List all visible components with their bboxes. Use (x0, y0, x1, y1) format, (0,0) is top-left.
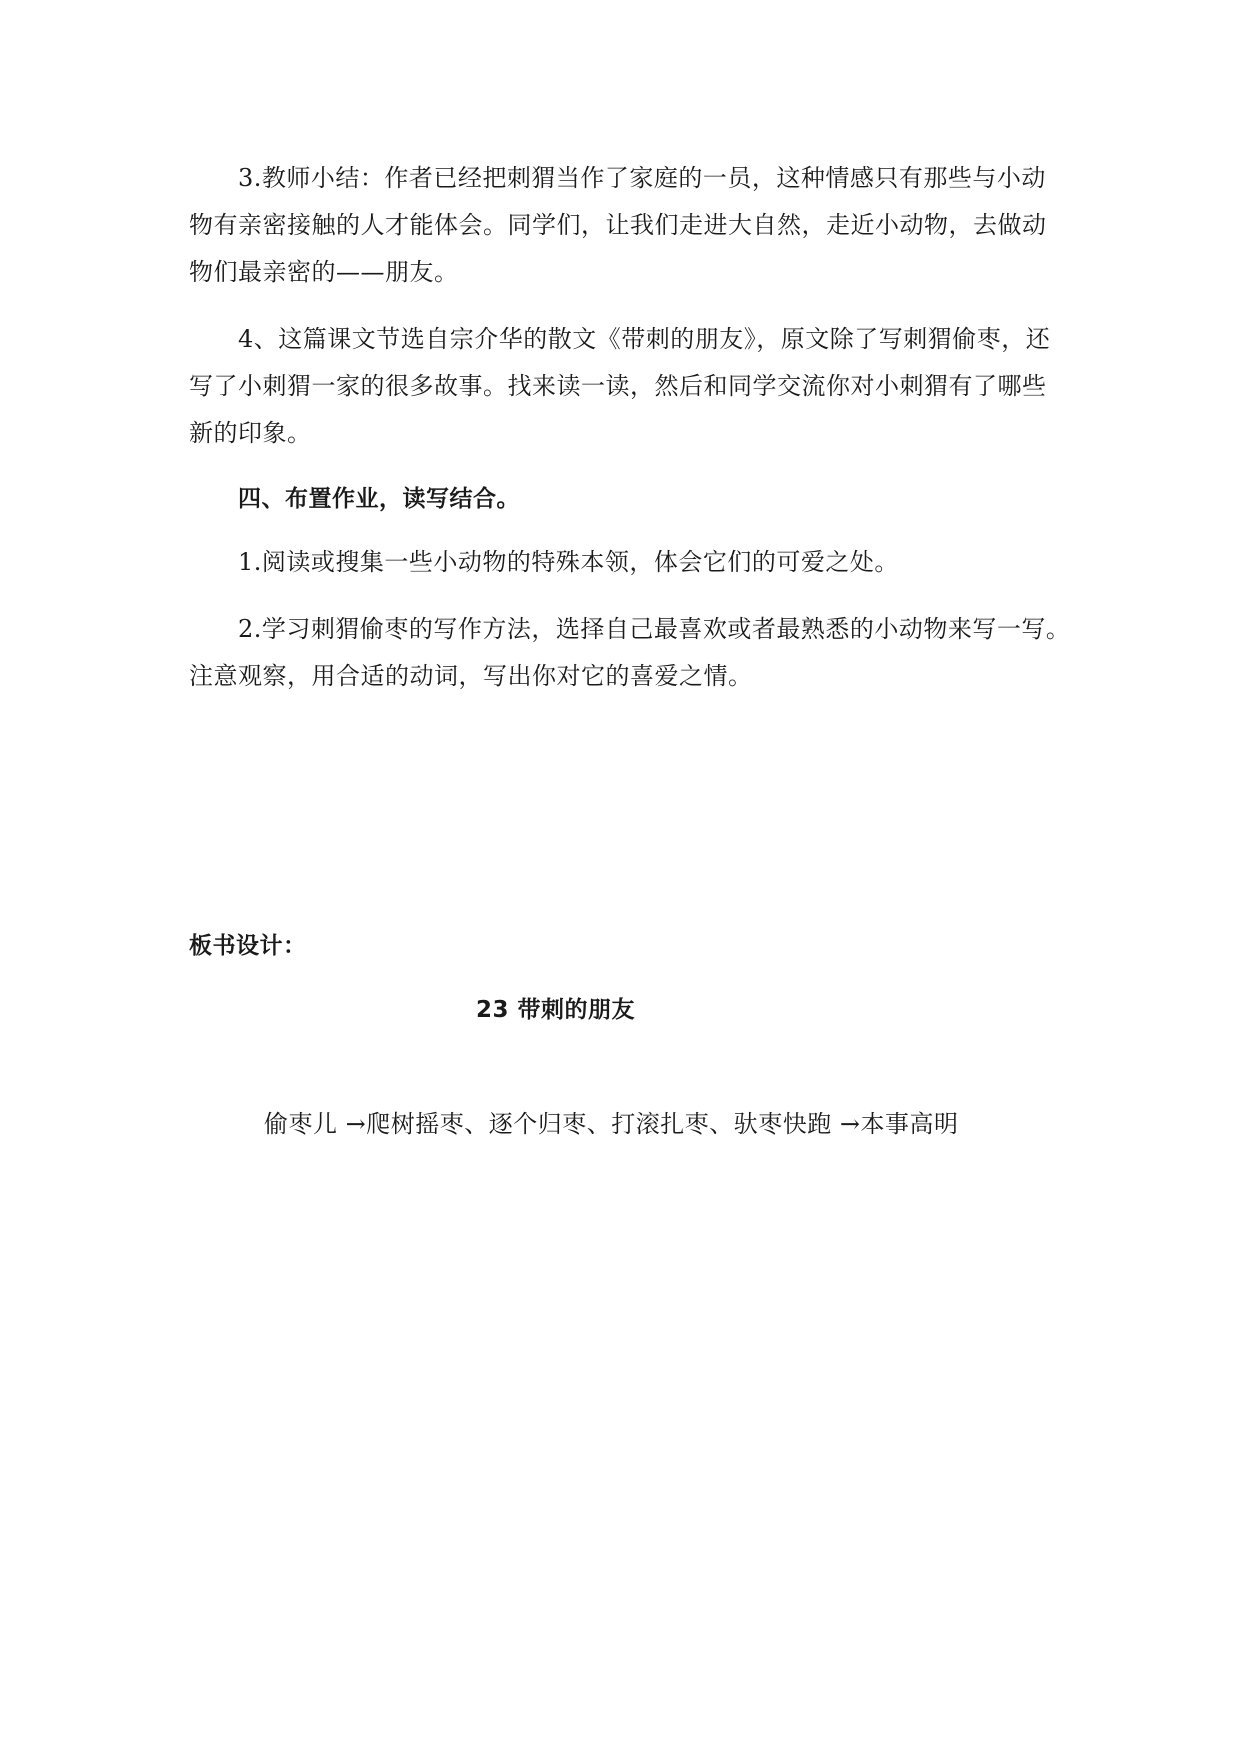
section-heading-homework: 四、布置作业，读写结合。 (238, 486, 520, 512)
board-design-title: 23 带刺的朋友 (476, 997, 636, 1023)
paragraph-4-line-2: 写了小刺猬一家的很多故事。找来读一读，然后和同学交流你对小刺猬有了哪些 (189, 372, 1047, 400)
paragraph-3-line-3: 物们最亲密的——朋友。 (189, 258, 459, 286)
board-design-flow: 偷枣儿 →爬树摇枣、逐个归枣、打滚扎枣、驮枣快跑 →本事高明 (264, 1110, 959, 1138)
paragraph-3-line-2: 物有亲密接触的人才能体会。同学们，让我们走进大自然，走近小动物，去做动 (189, 211, 1047, 239)
paragraph-3-line-1: 3.教师小结：作者已经把刺猬当作了家庭的一员，这种情感只有那些与小动 (238, 164, 1046, 192)
paragraph-4-line-3: 新的印象。 (189, 419, 312, 447)
board-design-label: 板书设计： (189, 933, 307, 959)
homework-item-2-line-2: 注意观察，用合适的动词，写出你对它的喜爱之情。 (189, 662, 753, 690)
homework-item-2-line-1: 2.学习刺猬偷枣的写作方法，选择自己最喜欢或者最熟悉的小动物来写一写。 (238, 615, 1071, 643)
paragraph-4-line-1: 4、这篇课文节选自宗介华的散文《带刺的朋友》，原文除了写刺猬偷枣，还 (238, 325, 1051, 353)
homework-item-1: 1.阅读或搜集一些小动物的特殊本领，体会它们的可爱之处。 (238, 548, 899, 576)
